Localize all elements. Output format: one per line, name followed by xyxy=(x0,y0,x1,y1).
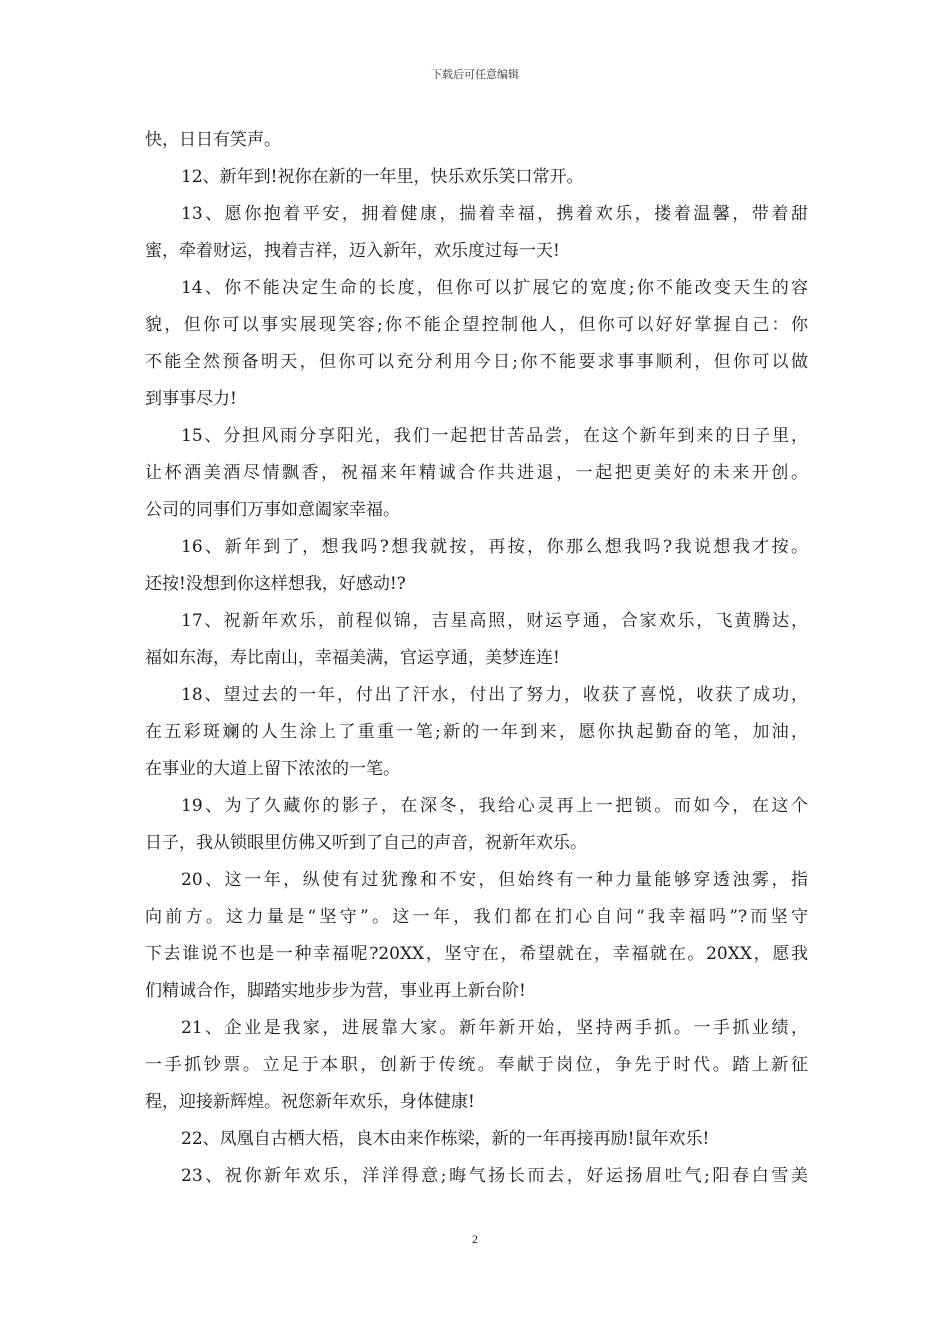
document-body xyxy=(145,122,808,1195)
page-number: 2 xyxy=(472,1232,478,1246)
text-line: 到事事尽力! xyxy=(145,389,237,409)
text-line: 程，迎接新辉煌。祝您新年欢乐，身体健康! xyxy=(145,1092,475,1112)
page-header: 下载后可任意编辑 xyxy=(431,68,519,81)
text-line: 18、望过去的一年，付出了汗水，付出了努力，收获了喜悦，收获了成功， xyxy=(181,685,808,705)
text-line: 向前方。这力量是“坚守”。这一年，我们都在扪心自问“我幸福吗”?而坚守 xyxy=(145,907,808,927)
text-line: 还按!没想到你这样想我，好感动!? xyxy=(145,574,406,594)
text-line: 下去谁说不也是一种幸福呢?20XX，坚守在，希望就在，幸福就在。20XX，愿我 xyxy=(145,944,808,964)
text-line: 14、你不能决定生命的长度，但你可以扩展它的宽度;你不能改变天生的容 xyxy=(181,278,808,298)
text-line: 一手抓钞票。立足于本职，创新于传统。奉献于岗位，争先于时代。踏上新征 xyxy=(145,1055,808,1075)
text-line: 快，日日有笑声。 xyxy=(145,130,281,150)
text-line: 在五彩斑斓的人生涂上了重重一笔;新的一年到来，愿你执起勤奋的笔，加油， xyxy=(145,722,808,742)
text-line: 在事业的大道上留下浓浓的一笔。 xyxy=(145,759,400,779)
text-line: 15、分担风雨分享阳光，我们一起把甘苦品尝，在这个新年到来的日子里， xyxy=(181,426,808,446)
text-line: 21、企业是我家，进展靠大家。新年新开始，坚持两手抓。一手抓业绩， xyxy=(181,1018,808,1038)
text-line: 公司的同事们万事如意阖家幸福。 xyxy=(145,500,400,520)
text-line: 20、这一年，纵使有过犹豫和不安，但始终有一种力量能够穿透浊雾，指 xyxy=(181,870,808,890)
text-line: 22、凤凰自古栖大梧，良木由来作栋梁，新的一年再接再励!鼠年欢乐! xyxy=(181,1129,710,1149)
text-line: 福如东海，寿比南山，幸福美满，官运亨通，美梦连连! xyxy=(145,648,560,668)
text-line: 13、愿你抱着平安，拥着健康，揣着幸福，携着欢乐，搂着温馨，带着甜 xyxy=(181,204,808,224)
text-line: 让杯酒美酒尽情飘香，祝福来年精诚合作共进退，一起把更美好的未来开创。 xyxy=(145,463,808,483)
text-line: 12、新年到!祝你在新的一年里，快乐欢乐笑口常开。 xyxy=(181,167,584,187)
text-line: 19、为了久藏你的影子，在深冬，我给心灵再上一把锁。而如今，在这个 xyxy=(181,796,808,816)
text-line: 日子，我从锁眼里仿佛又听到了自己的声音，祝新年欢乐。 xyxy=(145,833,587,853)
text-line: 貌，但你可以事实展现笑容;你不能企望控制他人，但你可以好好掌握自己：你 xyxy=(145,315,808,335)
text-line: 蜜，牵着财运，拽着吉祥，迈入新年，欢乐度过每一天! xyxy=(145,241,560,261)
text-line: 不能全然预备明天，但你可以充分利用今日;你不能要求事事顺利，但你可以做 xyxy=(145,352,808,372)
text-line: 们精诚合作，脚踏实地步步为营，事业再上新台阶! xyxy=(145,981,526,1001)
text-line: 16、新年到了，想我吗?想我就按，再按，你那么想我吗?我说想我才按。 xyxy=(181,537,808,557)
text-line: 17、祝新年欢乐，前程似锦，吉星高照，财运亨通，合家欢乐，飞黄腾达， xyxy=(181,611,808,631)
text-line: 23、祝你新年欢乐，洋洋得意;晦气扬长而去，好运扬眉吐气;阳春白雪美 xyxy=(181,1166,808,1186)
